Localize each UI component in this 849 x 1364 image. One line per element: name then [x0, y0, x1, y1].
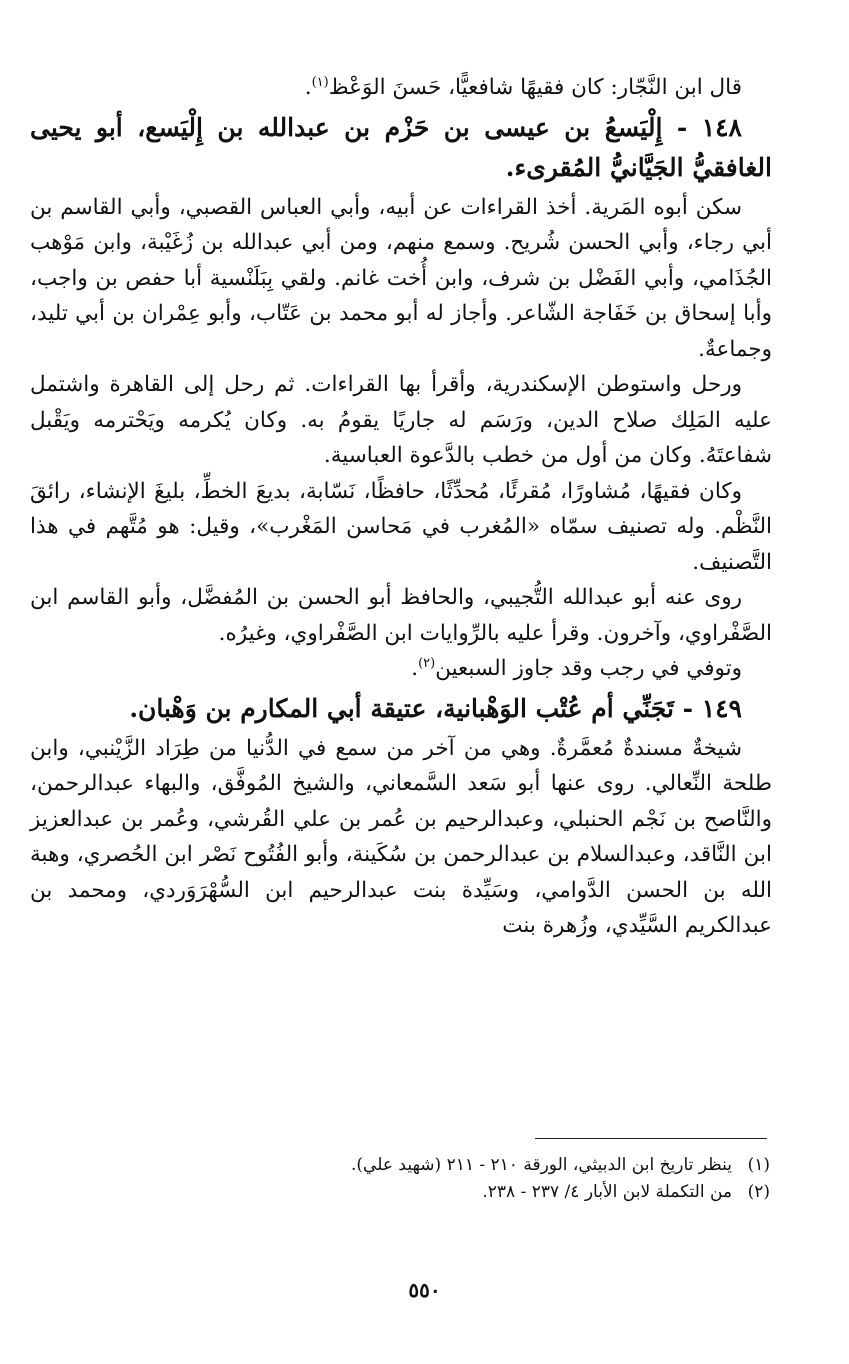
page-body [30, 70, 772, 944]
body-paragraph: سكن أبوه المَرية. أخذ القراءات عن أبيه، وأبي العباس القصبي، وأبي القاسم بن أبي رجاء، وأبي الحسن شُريح. وسمع منهم، ومن أبي عبدالله بن زُغَيْبة، وابن مَوْهب الجُذَامي، وأبي الفَضْل بن شرف، وابن أُخت غانم. ولقي بِبَلَنْسية أبا حفص بن واجب، وأبا إسحاق بن خَفَاجة الشّاعر. وأجاز له أبو محمد بن عَتّاب، وأبو عِمْران بن أبي تليد، وجماعةٌ. [30, 194, 772, 362]
footnote-2 [200, 1179, 770, 1206]
intro-paragraph: قال ابن النَّجّار: كان فقيهًا شافعيًّا، حَسنَ الوَعْظ$^{(١)}$. [304, 74, 742, 100]
body-paragraph: وكان فقيهًا، مُشاورًا، مُقرئًا، مُحدِّثًا، حافظًا، نَسّابة، بديعَ الخطِّ، بليغَ الإنشاء، رائقَ النَّظْم. وله تصنيف سمّاه «المُغرب في مَحاسن المَغْرب»، وقيل: هو مُتَّهم في هذا التَّصنيف. [30, 478, 772, 575]
paragraph-text: وتوفي في رجب وقد جاوز السبعين [435, 656, 742, 681]
body-paragraph: شيخةٌ مسندةٌ مُعمَّرةٌ. وهي من آخر من سمع في الدُّنيا من طِرَاد الزَّيْنبي، وابن طلحة النِّعالي. روى عنها أبو سَعد السَّمعاني، والشيخ المُوفَّق، والبهاء عبدالرحمن، والنَّاصح بن نَجْم الحنبلي، وعبدالرحيم بن عُمر بن علي القُرشي، وعُمر بن عبدالعزيز ابن النَّاقد، وعبدالسلام بن عبدالرحمن بن سُكَينة، وأبو الفُتُوح نَصْر ابن الحُصري، وهبة الله بن الحسن الدَّوامي، وسَيِّدة بنت عبدالرحيم ابن السُّهْرَوَردي، ومحمد بن عبدالكريم السَّيِّدي، وزُهرة بنت [30, 735, 772, 938]
body-paragraph: ورحل واستوطن الإسكندرية، وأقرأ بها القراءات. ثم رحل إلى القاهرة واشتمل عليه المَلِك صلاح الدين، ورَسَم له جاريًا يقومُ به. وكان يُكرمه ويَحْترمه ويَقْبل شفاعتَهُ. وكان من أول من خطب بالدَّعوة العباسية. [30, 372, 772, 468]
footnote-1 [200, 1152, 770, 1179]
entry-heading-149: ١٤٩ - تَجَنِّي أم عُتْب الوَهْبانية، عتيقة أبي المكارم بن وَهْبان. [129, 693, 742, 723]
footnote-text: ينظر تاريخ ابن الدبيثي، الورقة ٢١٠ - ٢١١ (شهيد علي). [351, 1155, 732, 1175]
footnote-number: (١) [747, 1155, 770, 1175]
footnote-number: (٢) [747, 1182, 770, 1202]
entry-heading-148: ١٤٨ - إِلْيَسعُ بن عيسى بن حَزْم بن عبدالله بن إِلْيَسع، أبو يحيى الغافقيُّ الجَيَّانيُّ المُقرىء. [30, 112, 772, 182]
footnote-divider [535, 1138, 767, 1139]
footnote-marker[interactable]: (١) [311, 74, 329, 90]
footnote-marker[interactable]: (٢) [418, 655, 436, 671]
paragraph-text: قال ابن النَّجّار: كان فقيهًا شافعيًّا، حَسنَ الوَعْظ [328, 75, 742, 100]
footnote-text: من التكملة لابن الأبار ٤/ ٢٣٧ - ٢٣٨. [482, 1182, 732, 1202]
footnotes [200, 1152, 770, 1206]
body-paragraph: روى عنه أبو عبدالله التُّجيبي، والحافظ أبو الحسن بن المُفضَّل، وأبو القاسم ابن الصَّفْراوي، وآخرون. وقرأ عليه بالرِّوايات ابن الصَّفْراوي، وغيرُه. [30, 585, 772, 646]
page-number: ٥٥٠ [408, 1278, 441, 1302]
death-paragraph: وتوفي في رجب وقد جاوز السبعين$^{(٢)}$. [411, 655, 742, 681]
